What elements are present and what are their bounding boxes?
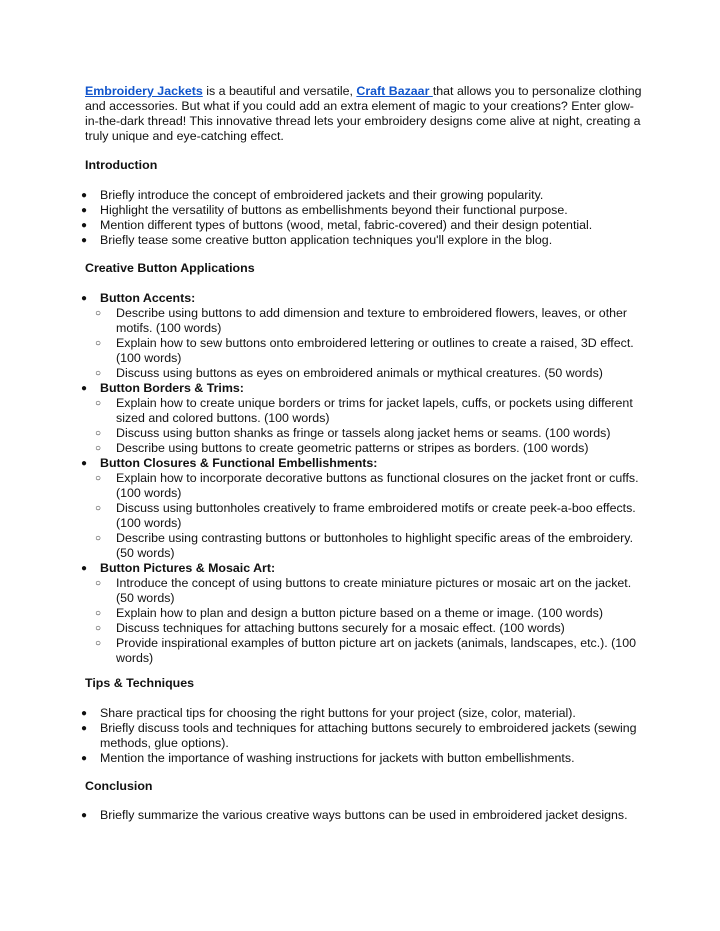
list-item (0, 456, 640, 561)
bullet-icon: ● (81, 458, 88, 469)
bullet-icon: ● (81, 810, 88, 821)
bullet-icon: ● (81, 235, 88, 246)
hollow-bullet-icon: ○ (95, 338, 102, 349)
heading-introduction: Introduction (85, 158, 158, 172)
craft-bazaar-link[interactable]: Craft Bazaar (356, 84, 433, 98)
bullet-icon: ● (81, 383, 88, 394)
heading-conclusion: Conclusion (85, 779, 153, 793)
sub-list (95, 471, 640, 561)
bullet-icon: ● (81, 753, 88, 764)
list-item (0, 233, 640, 248)
sub-list-item (95, 426, 640, 441)
list-item (0, 721, 640, 751)
sub-list-item (95, 336, 640, 366)
hollow-bullet-icon: ○ (95, 428, 102, 439)
list-item (0, 751, 640, 766)
sub-list (95, 576, 640, 666)
sub-list-item (95, 531, 640, 561)
hollow-bullet-icon: ○ (95, 368, 102, 379)
hollow-bullet-icon: ○ (95, 443, 102, 454)
list-item-text: Briefly discuss tools and techniques for attaching buttons securely to embroidered jackets (sewing methods, glue options). (100, 721, 637, 750)
sub-item-text: Explain how to plan and design a button picture based on a theme or image. (100 words) (116, 606, 603, 620)
sub-item-text: Describe using buttons to add dimension and texture to embroidered flowers, leaves, or other motifs. (100 words) (116, 306, 628, 335)
list-item-text: Briefly summarize the various creative ways buttons can be used in embroidered jacket designs. (100, 808, 628, 822)
sub-item-text: Explain how to incorporate decorative buttons as functional closures on the jacket front or cuffs. (100 words) (116, 471, 639, 500)
intro-paragraph (85, 84, 645, 144)
creative-list (0, 291, 720, 666)
sub-item-text: Explain how to sew buttons onto embroidered lettering or outlines to create a raised, 3D effect. (100 words) (116, 336, 634, 365)
sub-list-item (95, 366, 640, 381)
hollow-bullet-icon: ○ (95, 578, 102, 589)
bullet-icon: ● (81, 190, 88, 201)
sub-item-text: Describe using buttons to create geometric patterns or stripes as borders. (100 words) (116, 441, 589, 455)
sub-item-text: Describe using contrasting buttons or buttonholes to highlight specific areas of the embroidery. (50 words) (116, 531, 634, 560)
sub-item-text: Discuss using button shanks as fringe or tassels along jacket hems or seams. (100 words) (116, 426, 611, 440)
hollow-bullet-icon: ○ (95, 398, 102, 409)
sub-list-item (95, 576, 640, 606)
list-item (0, 706, 640, 721)
tips-list (0, 706, 720, 766)
sub-list-item (95, 621, 640, 636)
list-item (0, 291, 640, 381)
hollow-bullet-icon: ○ (95, 623, 102, 634)
bullet-icon: ● (81, 723, 88, 734)
list-item-text: Share practical tips for choosing the right buttons for your project (size, color, material). (100, 706, 576, 720)
sub-item-text: Introduce the concept of using buttons to create miniature pictures or mosaic art on the jacket. (50 words) (116, 576, 632, 605)
hollow-bullet-icon: ○ (95, 608, 102, 619)
hollow-bullet-icon: ○ (95, 638, 102, 649)
sub-list-item (95, 306, 640, 336)
sub-list-item (95, 471, 640, 501)
hollow-bullet-icon: ○ (95, 503, 102, 514)
hollow-bullet-icon: ○ (95, 473, 102, 484)
list-item (0, 203, 640, 218)
sub-item-text: Discuss techniques for attaching buttons securely for a mosaic effect. (100 words) (116, 621, 565, 635)
sub-list-item (95, 501, 640, 531)
group-title: Button Closures & Functional Embellishments: (100, 456, 378, 470)
list-item-text: Briefly introduce the concept of embroidered jackets and their growing popularity. (100, 188, 544, 202)
group-title: Button Pictures & Mosaic Art: (100, 561, 276, 575)
list-item (0, 188, 640, 203)
heading-creative-button-applications: Creative Button Applications (85, 261, 255, 275)
sub-list-item (95, 606, 640, 621)
list-item (0, 561, 640, 666)
sub-item-text: Discuss using buttonholes creatively to frame embroidered motifs or create peek-a-boo effects. (100 words) (116, 501, 636, 530)
list-item (0, 218, 640, 233)
group-title: Button Accents: (100, 291, 196, 305)
sub-list-item (95, 636, 640, 666)
hollow-bullet-icon: ○ (95, 308, 102, 319)
intro-text-2: that allows you to personalize clothing and accessories. But what if you could add an extra element of magic to your creations? Enter glow-in-the-dark thread! This innovative thread lets your embroidery designs come alive at night, creating a truly unique and eye-catching effect. (85, 84, 642, 143)
group-title: Button Borders & Trims: (100, 381, 244, 395)
sub-item-text: Provide inspirational examples of button picture art on jackets (animals, landscapes, etc.). (100 words) (116, 636, 636, 665)
sub-list (95, 306, 640, 381)
conclusion-list (0, 808, 720, 823)
bullet-icon: ● (81, 293, 88, 304)
bullet-icon: ● (81, 708, 88, 719)
sub-item-text: Explain how to create unique borders or trims for jacket lapels, cuffs, or pockets using different sized and colored buttons. (100 words) (116, 396, 633, 425)
sub-list-item (95, 441, 640, 456)
hollow-bullet-icon: ○ (95, 533, 102, 544)
list-item-text: Briefly tease some creative button application techniques you'll explore in the blog. (100, 233, 553, 247)
intro-text-1: is a beautiful and versatile, (202, 84, 357, 98)
introduction-list (0, 188, 720, 248)
sub-item-text: Discuss using buttons as eyes on embroidered animals or mythical creatures. (50 words) (116, 366, 603, 380)
sub-list (95, 396, 640, 456)
embroidery-jackets-link[interactable]: Embroidery Jackets (85, 84, 203, 98)
list-item (0, 808, 640, 823)
list-item-text: Mention the importance of washing instructions for jackets with button embellishments. (100, 751, 575, 765)
list-item (0, 381, 640, 456)
bullet-icon: ● (81, 563, 88, 574)
list-item-text: Mention different types of buttons (wood, metal, fabric-covered) and their design potential. (100, 218, 593, 232)
list-item-text: Highlight the versatility of buttons as embellishments beyond their functional purpose. (100, 203, 568, 217)
bullet-icon: ● (81, 220, 88, 231)
heading-tips-techniques: Tips & Techniques (85, 676, 195, 690)
bullet-icon: ● (81, 205, 88, 216)
sub-list-item (95, 396, 640, 426)
